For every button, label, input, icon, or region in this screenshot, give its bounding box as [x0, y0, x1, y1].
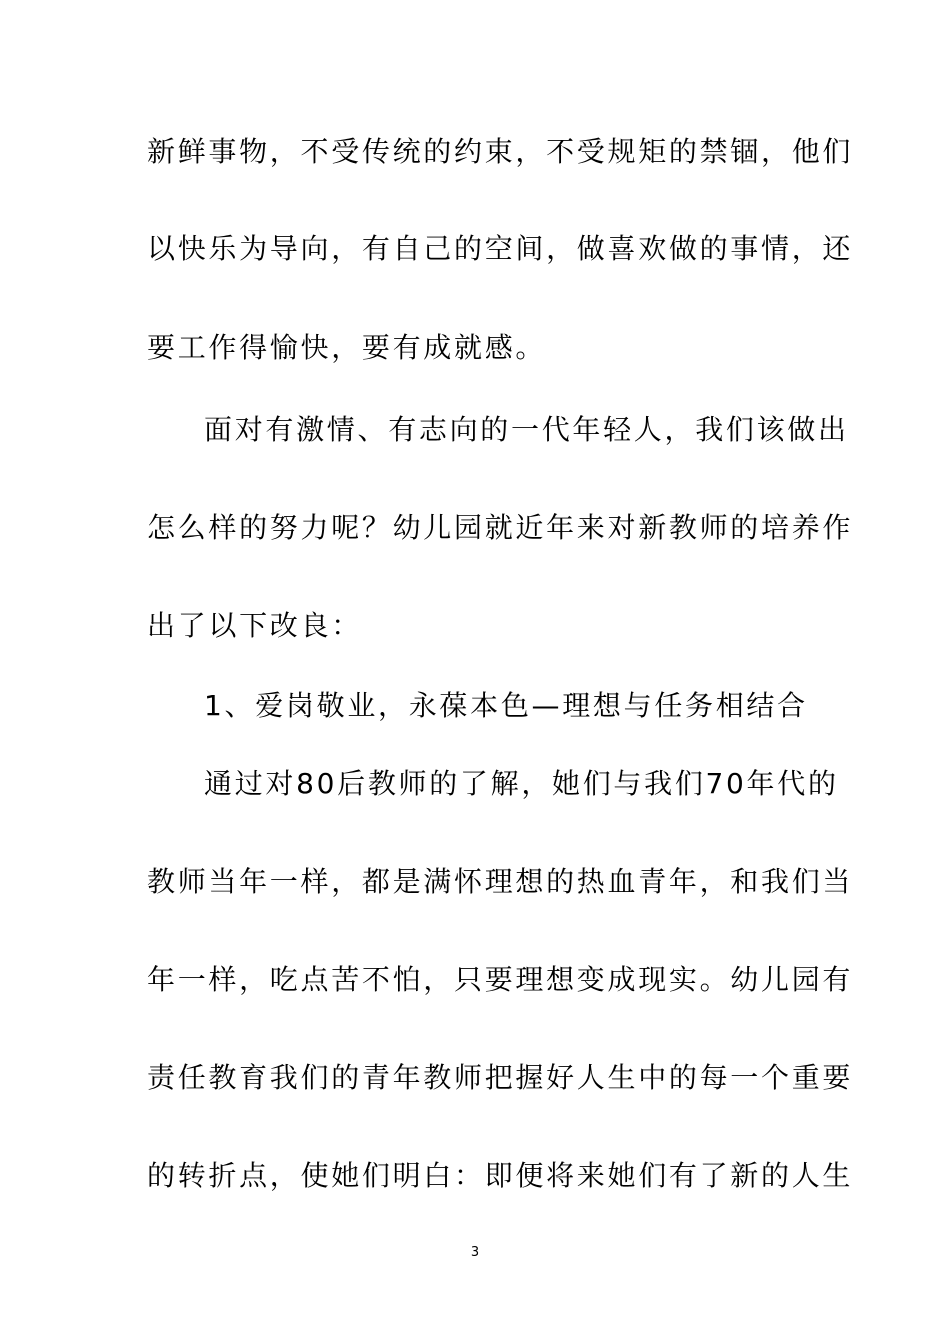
page-number: 3 [470, 1245, 480, 1260]
text-line: 要工作得愉快，要有成就感。 [147, 331, 547, 364]
text-line: 以快乐为导向，有自己的空间，做喜欢做的事情，还 [147, 232, 854, 265]
paragraph-first-line: 通过对80后教师的了解，她们与我们70年代的 [204, 767, 839, 800]
text-line: 新鲜事物，不受传统的约束，不受规矩的禁锢，他们 [147, 135, 854, 168]
text-line: 的转折点，使她们明白：即便将来她们有了新的人生 [147, 1159, 854, 1192]
text-line: 年一样，吃点苦不怕，只要理想变成现实。幼儿园有 [147, 963, 854, 996]
text-line: 责任教育我们的青年教师把握好人生中的每一个重要 [147, 1061, 854, 1094]
text-line: 怎么样的努力呢？幼儿园就近年来对新教师的培养作 [147, 511, 854, 544]
text-line: 出了以下改良： [147, 609, 362, 642]
section-heading: 1、爱岗敬业，永葆本色—理想与任务相结合 [204, 689, 808, 722]
text-line: 教师当年一样，都是满怀理想的热血青年，和我们当 [147, 865, 854, 898]
paragraph-first-line: 面对有激情、有志向的一代年轻人，我们该做出 [204, 413, 849, 446]
